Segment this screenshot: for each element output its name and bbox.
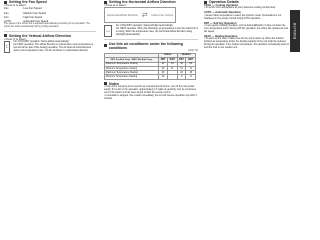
conditions-table-subheader: DBT [177, 57, 186, 62]
operation-block-text: • To set the room temperature at your preference cooling comfort level. [204, 7, 276, 10]
table-cell: 16 [159, 66, 168, 70]
horizontal-airflow-cool-dry: For COOL/DRY operation: Swing left/right automatically. [116, 25, 174, 28]
vertical-airflow-lead: • Press ⑦ to select : [4, 37, 28, 41]
conditions-table [104, 53, 196, 80]
table-cell: 23 [168, 62, 178, 66]
horizontal-airflow-body [104, 25, 198, 37]
diagram-right-label: Indoor Fan Control [151, 13, 173, 17]
conditions-table-header: Indoor [159, 53, 177, 57]
diagram-icon: ⇄ [141, 12, 148, 20]
section-bullet-icon [104, 44, 107, 47]
table-cell: Maximum Temperature Cooling [105, 62, 159, 66]
conditions-heading: Use this air conditioner under the following conditions [108, 41, 183, 50]
conditions-table-header: Outdoor [177, 53, 195, 57]
operation-block-text: • A very gentle Cooling Operation, prior to dehumidification. It does not lower the room temperature much. During Soft Dry operation, the indoor fan operates at Low fan speed. [204, 24, 289, 33]
table-cell: 43 [177, 62, 186, 66]
horizontal-airflow-heat: For HEAT operation: When the discharge air temperature is low, the indoor fan is in swing. When the temperature rises, the horizontal airflow direction swing (left/right) automatically. [116, 28, 199, 37]
fan-speed-key: Fan [4, 7, 9, 11]
operation-block-title: AUTO — Automatic Operation [204, 11, 241, 15]
table-cell: 16 [159, 75, 168, 79]
notes-item: • If the unit is not going to be used for an extended period of time, turn off the main power supply. If it is left on the operation, approximately 1.5 watts of electricity may be consumed even if the indoor unit has been turned off with the remote control. [104, 85, 196, 94]
vertical-airflow-body [4, 41, 96, 53]
section-conditions-title [104, 42, 198, 50]
divider [104, 39, 198, 40]
horizontal-airflow-texts [116, 25, 198, 37]
airflow-horizontal-icon: ↔ [104, 25, 112, 37]
conditions-table-subheader: WBT [168, 57, 178, 62]
operation-block-title: HEAT — Heating Operation [204, 34, 238, 38]
vertical-airflow-heading: Setting the Vertical Airflow Direction [9, 33, 71, 38]
fan-speed-key: AUTO [4, 20, 12, 24]
fan-speed-lead: • Press ⑥ to select : [4, 4, 28, 7]
horizontal-airflow-diagram [104, 7, 176, 23]
fan-speed-key: Fan [4, 11, 9, 15]
operation-block-text: • To warm up the room. It takes time for the unit to warm up. When the outdoor ambient air temperature drops, the heating capacity of the unit might be reduced. During the operation, if the outdoor temperature, the operation occasionally stops to melt the frost on the outdoor unit. [204, 38, 290, 50]
operation-block-title: DRY — Soft Dry Operation [204, 21, 237, 25]
table-cell: -5 [177, 75, 186, 79]
conditions-unit: (Unit: °C) [188, 49, 198, 52]
vertical-airflow-heat: For HEAT operation: The airflow direction is vertical when room temperature is low and at the start of the heating operation. The air blows at horizontal level when room temperature rises. The fan air blows in a downwards direction. [13, 44, 94, 53]
conditions-table-subheader: DBT: Dry Bulb Temp. / WBT: Wet Bulb Temp. [105, 57, 159, 62]
table-cell: 32 [159, 62, 168, 66]
fan-speed-options [4, 7, 96, 23]
horizontal-airflow-heading: Setting the Horizontal Airflow Direction [109, 0, 176, 4]
operation-details-blocks [204, 4, 290, 50]
section-bullet-icon [104, 82, 107, 85]
table-cell: Minimum Temperature Heating [105, 75, 159, 79]
table-cell: -6 [186, 75, 196, 79]
vertical-airflow-texts [14, 41, 96, 53]
table-cell: 16 [177, 66, 186, 70]
operation-block-title: COOL — Cooling Operation [204, 4, 239, 7]
table-cell: 18 [186, 71, 196, 75]
language-side-tab-label: ENGLISH [293, 22, 297, 40]
table-cell: 30 [159, 71, 168, 75]
column-middle [104, 0, 198, 101]
fan-speed-value: : Automatic Fan Speed [22, 20, 49, 24]
table-cell: - [168, 71, 178, 75]
fan-speed-value: : Medium Fan Speed [22, 11, 47, 15]
airflow-direction-icon: ↕ [4, 41, 10, 53]
table-cell: 11 [186, 66, 196, 70]
table-cell: 24 [177, 71, 186, 75]
auto-fan-note: The speed of the indoor fan is adjusted automatically according to the operation. The indoor fan stops occasionally during cooling operation. [4, 23, 91, 29]
conditions-table-subheader: WBT [186, 57, 196, 62]
fan-speed-row [4, 12, 96, 15]
divider [4, 31, 96, 32]
fan-speed-row [4, 7, 96, 10]
language-side-tab [290, 10, 300, 52]
fan-speed-value: : Low Fan Speed [22, 7, 42, 11]
table-row [105, 75, 196, 79]
table-cell: 26 [186, 62, 196, 66]
operation-block-text: • Sense indoor temperature to select the optimum mode. Temperature is not displayed on the remote control during AUTO operation. [204, 14, 282, 20]
table-cell: 11 [168, 66, 178, 70]
notes-heading: Notes [109, 81, 119, 86]
vertical-airflow-cool-dry: For COOL/DRY operation: Swing airflow automatically. [13, 41, 70, 44]
table-cell: Minimum Temperature Cooling [105, 66, 159, 70]
fan-speed-key: Fan [4, 15, 9, 19]
diagram-left-label: Horizontal Airflow Direction [107, 13, 138, 17]
fan-speed-heading: Setting the Fan Speed [9, 0, 47, 4]
column-right [204, 0, 290, 50]
fan-speed-row [4, 16, 96, 19]
conditions-table-subheader: DBT [159, 57, 168, 62]
fan-speed-value: : High Fan Speed [22, 15, 43, 19]
column-left [4, 0, 96, 53]
notes-item: • If operation is stopped, then restart immediately, the unit will resume operation only after 3 minutes. [104, 94, 197, 100]
table-cell: Maximum Temperature Heating [105, 71, 159, 75]
table-cell: - [168, 75, 178, 79]
operation-details-heading: Operation Details [209, 0, 239, 4]
horizontal-airflow-lead: • Press ⑧ to select : [104, 4, 128, 7]
